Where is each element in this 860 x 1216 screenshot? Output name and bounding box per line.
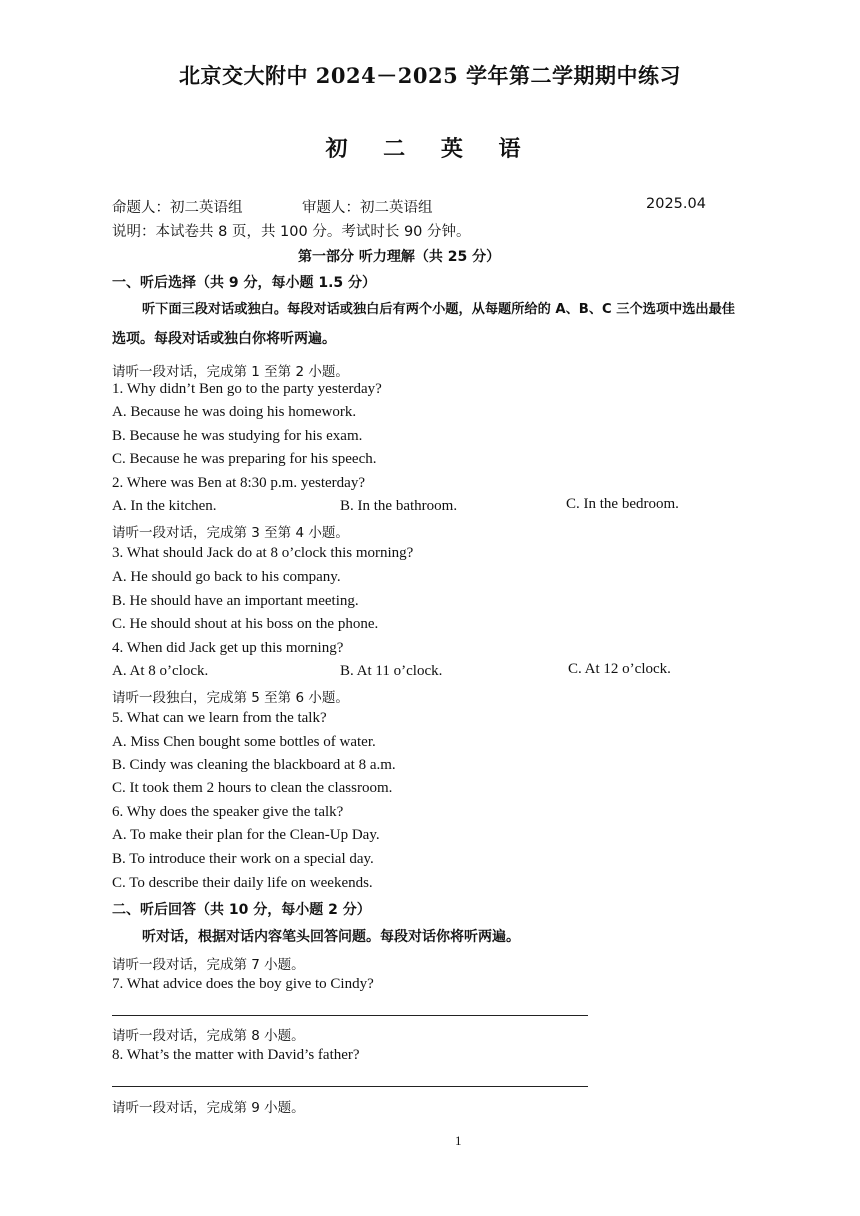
- reviewer: 审题人：初二英语组: [302, 200, 433, 216]
- section1-instructions-line2: 选项。每段对话或独白你将听两遍。: [112, 331, 336, 347]
- q1-option-b: B. Because he was studying for his exam.: [112, 428, 363, 444]
- dialogue2-instruction: 请听一段对话，完成第 3 至第 4 小题。: [112, 525, 349, 541]
- subject-title: 初 二 英 语: [325, 136, 535, 162]
- question-3: 3. What should Jack do at 8 o’clock this morning?: [112, 545, 414, 561]
- question-6: 6. Why does the speaker give the talk?: [112, 804, 344, 820]
- q4-option-c: C. At 12 o’clock.: [568, 661, 671, 677]
- dialogue5-instruction: 请听一段对话，完成第 8 小题。: [112, 1028, 305, 1044]
- dialogue4-instruction: 请听一段对话，完成第 7 小题。: [112, 957, 305, 973]
- q7-answer-line[interactable]: [112, 1015, 588, 1016]
- section2-instructions: 听对话，根据对话内容笔头回答问题。每段对话你将听两遍。: [142, 929, 520, 945]
- q2-option-b: B. In the bathroom.: [340, 498, 458, 514]
- q3-option-c: C. He should shout at his boss on the phone.: [112, 616, 379, 632]
- question-1: 1. Why didn’t Ben go to the party yesterday?: [112, 381, 382, 397]
- q3-option-b: B. He should have an important meeting.: [112, 593, 359, 609]
- q2-option-c: C. In the bedroom.: [566, 496, 679, 512]
- q5-option-b: B. Cindy was cleaning the blackboard at 8 a.m.: [112, 757, 396, 773]
- q3-option-a: A. He should go back to his company.: [112, 569, 341, 585]
- exam-date: 2025.04: [646, 196, 706, 212]
- q5-option-a: A. Miss Chen bought some bottles of water.: [112, 734, 376, 750]
- setter: 命题人：初二英语组: [112, 200, 243, 216]
- dialogue6-instruction: 请听一段对话，完成第 9 小题。: [112, 1100, 305, 1116]
- question-7: 7. What advice does the boy give to Cindy?: [112, 976, 374, 992]
- q6-option-a: A. To make their plan for the Clean-Up Day.: [112, 827, 380, 843]
- section2-title: 二、听后回答（共 10 分，每小题 2 分）: [112, 902, 371, 918]
- q8-answer-line[interactable]: [112, 1086, 588, 1087]
- q1-option-a: A. Because he was doing his homework.: [112, 404, 357, 420]
- exam-title: 北京交大附中 2024－2025 学年第二学期期中练习: [178, 63, 681, 88]
- q2-option-a: A. In the kitchen.: [112, 498, 217, 514]
- question-5: 5. What can we learn from the talk?: [112, 710, 327, 726]
- exam-note: 说明：本试卷共 8 页，共 100 分。考试时长 90 分钟。: [112, 224, 471, 240]
- q6-option-c: C. To describe their daily life on weekends.: [112, 875, 373, 891]
- question-4: 4. When did Jack get up this morning?: [112, 640, 344, 656]
- monologue-instruction: 请听一段独白，完成第 5 至第 6 小题。: [112, 690, 349, 706]
- q6-option-b: B. To introduce their work on a special day.: [112, 851, 374, 867]
- q4-option-b: B. At 11 o’clock.: [340, 663, 443, 679]
- part1-title: 第一部分 听力理解（共 25 分）: [298, 249, 501, 265]
- q1-option-c: C. Because he was preparing for his speech.: [112, 451, 377, 467]
- dialogue1-instruction: 请听一段对话，完成第 1 至第 2 小题。: [112, 364, 349, 380]
- q4-option-a: A. At 8 o’clock.: [112, 663, 209, 679]
- q5-option-c: C. It took them 2 hours to clean the classroom.: [112, 780, 393, 796]
- question-2: 2. Where was Ben at 8:30 p.m. yesterday?: [112, 475, 365, 491]
- section1-instructions-line1: 听下面三段对话或独白。每段对话或独白后有两个小题，从每题所给的 A、B、C 三个选项中选出最佳: [142, 302, 735, 317]
- question-8: 8. What’s the matter with David’s father?: [112, 1047, 360, 1063]
- section1-title: 一、听后选择（共 9 分，每小题 1.5 分）: [112, 275, 377, 291]
- page-number: 1: [455, 1133, 462, 1148]
